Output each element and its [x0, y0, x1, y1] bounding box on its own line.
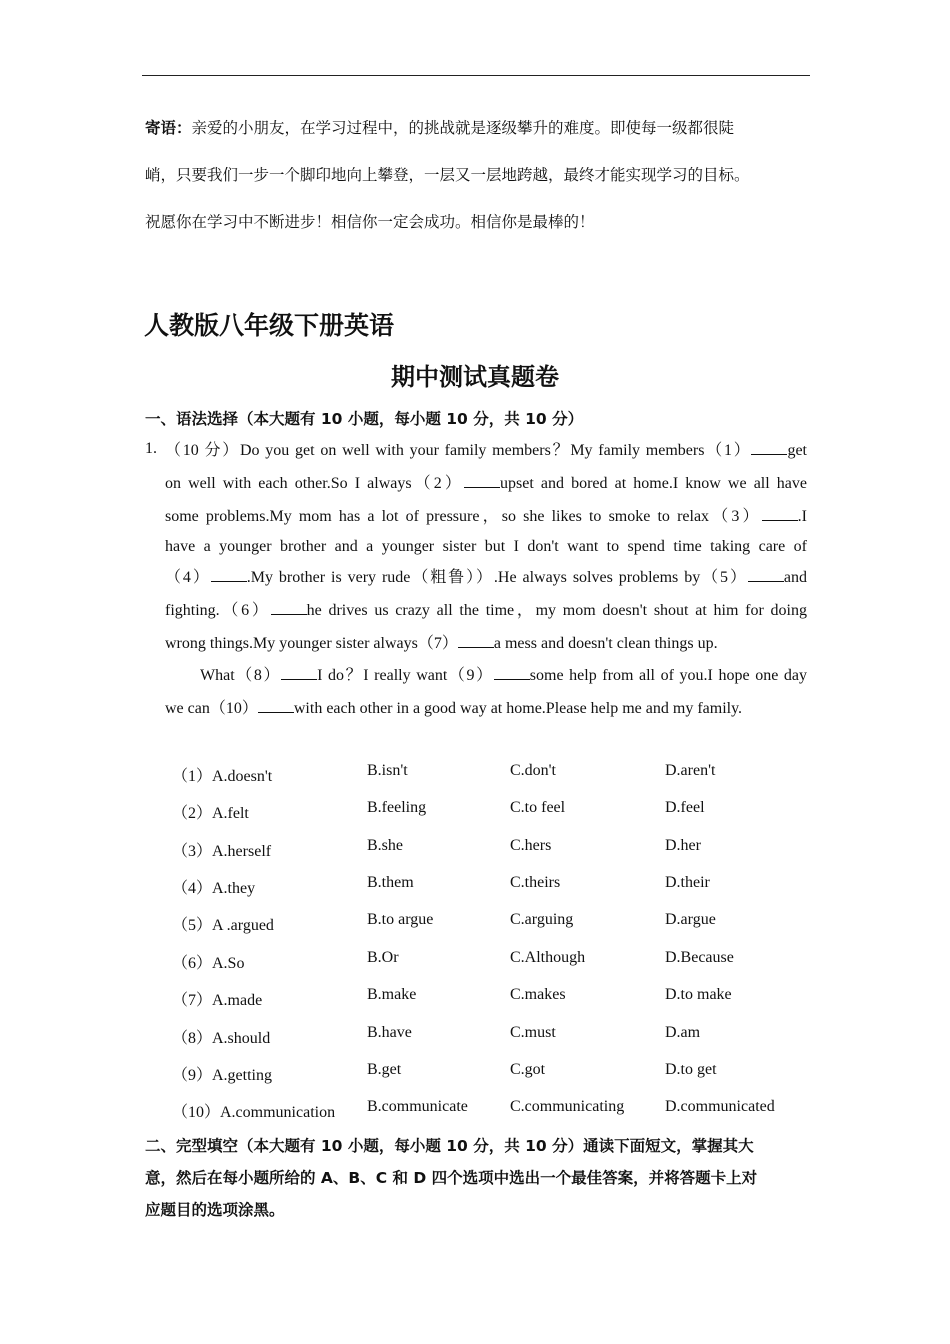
question-number: 1. [145, 440, 157, 457]
header-rule [142, 75, 810, 76]
option-b: B.them [367, 874, 414, 891]
option-a: （4）A.they [172, 880, 256, 897]
passage-line: （10 分）Do you get on well with your family members？My family members（1） get [165, 442, 807, 459]
option-b: B.Or [367, 949, 399, 966]
option-b: B.get [367, 1061, 402, 1078]
option-d: D.feel [665, 799, 705, 816]
answer-blank [281, 665, 317, 680]
passage-line: we can（10） with each other in a good way at home.Please help me and my family. [165, 700, 743, 717]
option-c: C.must [510, 1024, 556, 1041]
option-d: D.Because [665, 949, 734, 966]
section2-heading-line-3: 应题目的选项涂黑。 [145, 1201, 285, 1219]
option-d: D.communicated [665, 1098, 775, 1115]
option-d: D.their [665, 874, 710, 891]
option-a: （9）A.getting [172, 1067, 272, 1084]
message-line-1: 寄语：亲爱的小朋友，在学习过程中，的挑战就是逐级攀升的难度。即使每一级都很陡 [145, 119, 735, 137]
option-c: C.hers [510, 837, 552, 854]
option-a: （7）A.made [172, 992, 263, 1009]
message-label: 寄语： [145, 119, 192, 137]
passage-line: （4） .My brother is very rude（粗鲁））.He always solves problems by（5） and [165, 569, 807, 586]
option-a: （6）A.So [172, 955, 245, 972]
option-d: D.aren't [665, 762, 716, 779]
option-a: （5）A .argued [172, 917, 274, 934]
passage-line: have a younger brother and a younger sister but I don't want to spend time taking care of [165, 538, 807, 555]
option-b: B.she [367, 837, 403, 854]
sub-title: 期中测试真题卷 [391, 362, 559, 391]
answer-blank [458, 633, 494, 648]
option-d: D.argue [665, 911, 716, 928]
option-c: C.communicating [510, 1098, 625, 1115]
section2-heading-line-1: 二、完型填空（本大题有 10 小题，每小题 10 分，共 10 分）通读下面短文，掌握其大 [145, 1137, 754, 1155]
answer-blank [748, 567, 784, 582]
main-title: 人教版八年级下册英语 [144, 311, 395, 340]
option-b: B.isn't [367, 762, 408, 779]
option-d: D.am [665, 1024, 701, 1041]
passage-line: fighting.（6） he drives us crazy all the time，my mom doesn't shout at him for doing [165, 602, 807, 619]
option-c: C.to feel [510, 799, 566, 816]
answer-blank [762, 506, 798, 521]
option-b: B.make [367, 986, 417, 1003]
option-a: （2）A.felt [172, 805, 249, 822]
option-d: D.to make [665, 986, 732, 1003]
option-a: （8）A.should [172, 1030, 271, 1047]
option-c: C.got [510, 1061, 546, 1078]
answer-blank [464, 473, 500, 488]
answer-blank [211, 567, 247, 582]
answer-blank [494, 665, 530, 680]
option-b: B.feeling [367, 799, 427, 816]
option-c: C.makes [510, 986, 566, 1003]
option-d: D.her [665, 837, 701, 854]
passage-line: on well with each other.So I always（2） upset and bored at home.I know we all have [165, 475, 807, 492]
option-b: B.communicate [367, 1098, 468, 1115]
option-c: C.don't [510, 762, 556, 779]
section1-heading: 一、语法选择（本大题有 10 小题，每小题 10 分，共 10 分） [145, 410, 584, 428]
message-line-3: 祝愿你在学习中不断进步！相信你一定会成功。相信你是最棒的！ [145, 213, 595, 231]
option-a: （1）A.doesn't [172, 768, 273, 785]
answer-blank [751, 440, 787, 455]
option-c: C.arguing [510, 911, 574, 928]
passage-line: What（8） I do？I really want（9） some help from all of you.I hope one day [200, 667, 808, 684]
option-c: C.Although [510, 949, 586, 966]
option-a: （10）A.communication [172, 1104, 336, 1121]
passage-line: some problems.My mom has a lot of pressure，so she likes to smoke to relax（3） .I [165, 508, 807, 525]
passage-line: wrong things.My younger sister always（7） a mess and doesn't clean things up. [165, 635, 718, 652]
option-b: B.have [367, 1024, 412, 1041]
option-a: （3）A.herself [172, 843, 272, 860]
section2-heading-line-2: 意，然后在每小题所给的 A、B、C 和 D 四个选项中选出一个最佳答案，并将答题卡上对 [145, 1169, 758, 1187]
option-c: C.theirs [510, 874, 561, 891]
option-b: B.to argue [367, 911, 434, 928]
option-d: D.to get [665, 1061, 717, 1078]
answer-blank [271, 600, 307, 615]
message-line-2: 峭，只要我们一步一个脚印地向上攀登，一层又一层地跨越，最终才能实现学习的目标。 [145, 166, 750, 184]
answer-blank [258, 698, 294, 713]
